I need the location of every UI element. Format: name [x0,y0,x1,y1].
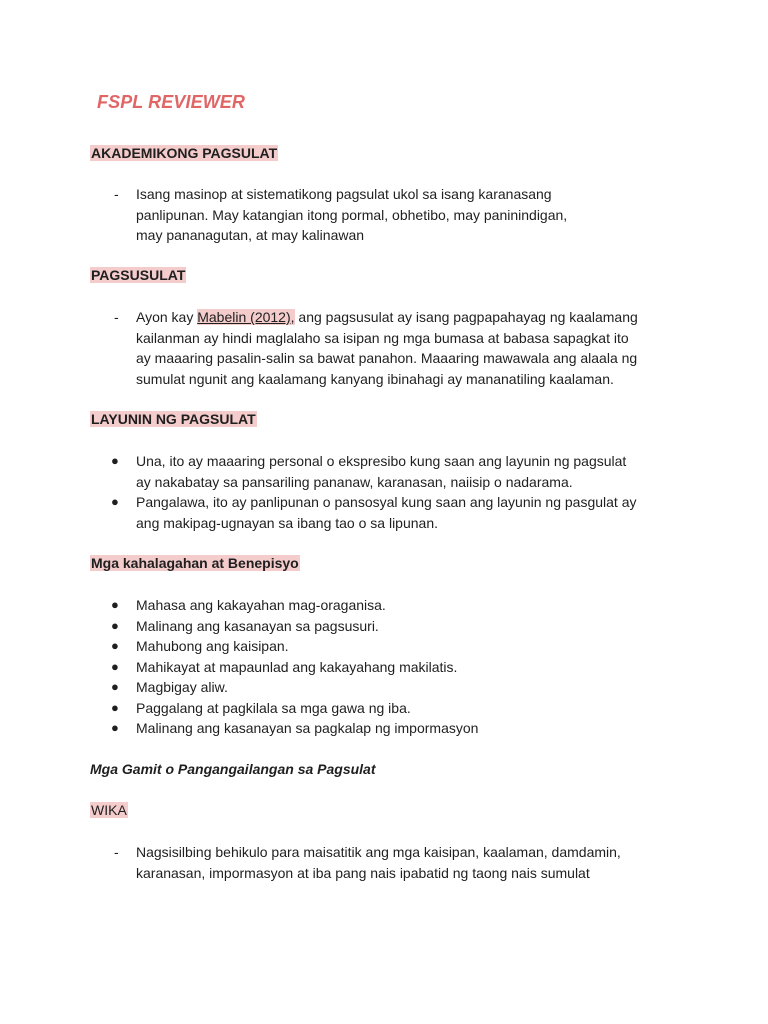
section-heading-wika [90,800,128,820]
item-text: Mahubong ang kaisipan. [136,638,289,654]
item-text: Malinang ang kasanayan sa pagkalap ng impormasyon [136,720,479,736]
dash-marker: - [114,186,119,202]
bullet-marker: ● [111,617,119,633]
item-text: Una, ito ay maaaring personal o ekspresibo kung saan ang layunin ng pagsulat ay nakabatay sa pansariling pananaw, karanasan, naiisip o nadarama. [136,453,627,490]
section-heading-layunin [90,409,257,429]
heading-highlight: AKADEMIKONG PAGSULAT [91,145,278,161]
bullet-marker: ● [111,638,119,653]
bullet-marker: ● [111,699,119,715]
item-text: Mahikayat at mapaunlad ang kakayahang makilatis. [136,658,458,675]
bullet-marker: ● [111,720,119,735]
citation-link[interactable]: Mabelin (2012), [197,309,295,325]
list-item [108,698,688,719]
item-text: Isang masinop at sistematikong pagsulat ukol sa isang karanasang panlipunan. May katangian itong pormal, obhetibo, may paninindigan, may pananagutan, at may kalinawan [136,186,568,243]
item-text: Paggalang at pagkilala sa mga gawa ng iba. [136,699,411,716]
heading-highlight: PAGSUSULAT [91,267,186,283]
section-heading-gamit: Mga Gamit o Pangangailangan sa Pagsulat [90,761,376,777]
document-title: FSPL REVIEWER [97,92,245,112]
item-text-after: ang pagsusulat ay isang pagpapahayag ng kaalamang kailanman ay hindi maglalaho sa isipan ng mga bumasa at babasa sapagkat ito ay maaaring pasalin-salin sa bawat panahon. Maaaring mawawala ang alaala ng sumulat ngunit ang kaalamang kanyang ibinahagi ay mananatiling kaalaman. [136,309,638,387]
item-text: Malinang ang kasanayan sa pagsusuri. [136,617,379,634]
list-item [108,842,688,883]
section-heading-akademiko [90,143,278,163]
item-text: Pangalawa, ito ay panlipunan o pansosyal kung saan ang layunin ng pasgulat ay ang makipag-ugnayan sa ibang tao o sa lipunan. [136,494,637,531]
bullet-marker: ● [111,494,119,509]
dash-marker: - [114,844,119,860]
section-heading-pagsusulat [90,265,186,285]
dash-marker: - [114,309,119,325]
list-item [108,657,688,678]
list-item [108,595,688,616]
item-text-before: Ayon kay [136,309,198,325]
list-item [108,718,688,739]
list-item [108,636,688,657]
heading-highlight: LAYUNIN NG PAGSULAT [91,411,256,427]
list-item [108,307,688,389]
bullet-marker: ● [111,453,119,468]
item-text: Magbigay aliw. [136,679,228,695]
item-text [136,307,688,389]
list-item [108,677,688,698]
section-heading-kahalagahan [90,553,300,573]
list-item [108,492,688,533]
list-item [108,184,688,246]
list-item [108,451,688,492]
bullet-marker: ● [111,658,119,674]
bullet-marker: ● [111,597,119,612]
heading-highlight: WIKA [91,802,127,818]
heading-highlight: Mga kahalagahan at Benepisyo [91,555,299,571]
item-text: Mahasa ang kakayahan mag-oraganisa. [136,597,386,613]
bullet-marker: ● [111,679,119,694]
list-item [108,616,688,637]
item-text: Nagsisilbing behikulo para maisatitik ang mga kaisipan, kaalaman, damdamin, karanasan, impormasyon at iba pang nais ipabatid ng taong nais sumulat [136,844,621,881]
